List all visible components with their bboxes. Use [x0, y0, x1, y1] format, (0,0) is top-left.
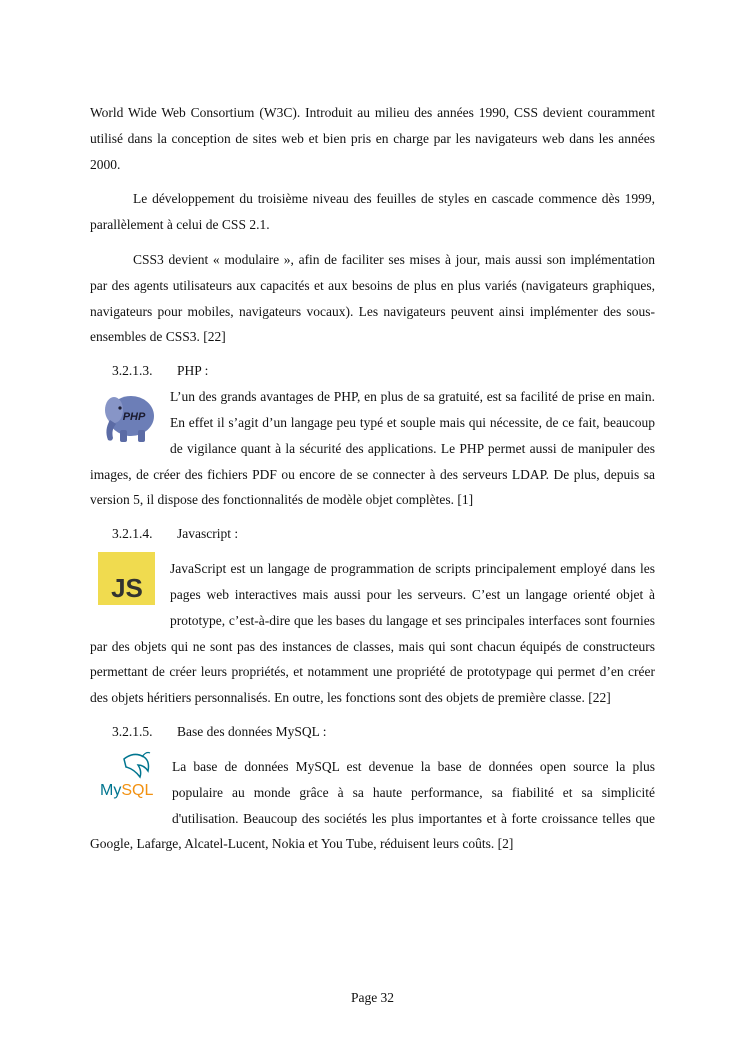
section-number: 3.2.1.5.	[112, 723, 153, 739]
section-heading-mysql	[90, 719, 655, 745]
section-title: PHP :	[177, 363, 209, 379]
section-heading-php	[90, 358, 655, 384]
section-number: 3.2.1.3.	[112, 363, 153, 379]
paragraph-mysql: La base de données MySQL est devenue la base de données open source la plus populaire au monde grâce à sa haute performance, sa fiabilité et sa simplicité d'utilisation. Beaucoup des sociétés les plus importantes et à forte croissance telles que Google, Lafarge, Alcatel-Lucent, Nokia et You Tube, réduisent leurs coûts. [2]	[90, 758, 655, 852]
document-page	[90, 100, 655, 857]
section-title: Base des données MySQL :	[177, 723, 327, 739]
paragraph-css3-modular: CSS3 devient « modulaire », afin de faciliter ses mises à jour, mais aussi son implémentation par des agents utilisateurs aux capacités et aux besoins de plus en plus variés (navigateurs graphiques, navigateurs pour mobiles, navigateurs vocaux). Les navigateurs peuvent ainsi implémenter des sous-ensembles de CSS3. [22]	[90, 251, 655, 345]
section-number: 3.2.1.4.	[112, 526, 153, 542]
paragraph-css-history: World Wide Web Consortium (W3C). Introduit au milieu des années 1990, CSS devient couramment utilisé dans la conception de sites web et bien pris en charge par les navigateurs web dans les années 2000.	[90, 105, 655, 172]
javascript-icon	[98, 552, 158, 618]
section-title: Javascript :	[177, 526, 239, 542]
php-logo-text: PHP	[122, 411, 146, 424]
mysql-dolphin-icon	[98, 747, 160, 813]
page-number: Page 32	[350, 990, 395, 1005]
paragraph-css3-development: Le développement du troisième niveau des feuilles de styles en cascade commence dès 1999, parallèlement à celui de CSS 2.1.	[90, 191, 655, 233]
mysql-logo-text: MySQL	[100, 781, 154, 799]
section-heading-javascript	[90, 521, 655, 547]
php-elephant-icon	[98, 386, 158, 452]
paragraph-javascript: JavaScript est un langage de programmation de scripts principalement employé dans les pages web interactives mais aussi pour les serveurs. C’est un langage orienté objet à prototype, c’est-à-dire que les bases du langage et ses principales interfaces sont fournies par des objets qui ne sont pas des instances de classes, mais qui sont chacun équipés de constructeurs permettant de créer leurs propriétés, et notamment une propriété de prototypage qui permet d’en créer des objets héritiers personnalisés. En outre, les fonctions sont des objets de première classe. [22]	[90, 561, 655, 706]
paragraph-php: L’un des grands avantages de PHP, en plus de sa gratuité, est sa facilité de prise en main. En effet il s’agit d’un langage peu typé et souple mais qui nécessite, de ce fait, beaucoup de vigilance quant à la sécurité des applications. Le PHP permet aussi de manipuler des images, de créer des fichiers PDF ou encore de se connecter à des serveurs LDAP. De plus, depuis sa version 5, il dispose des fonctionnalités de modèle objet complètes. [1]	[90, 389, 655, 508]
js-logo-text: JS	[111, 573, 143, 604]
